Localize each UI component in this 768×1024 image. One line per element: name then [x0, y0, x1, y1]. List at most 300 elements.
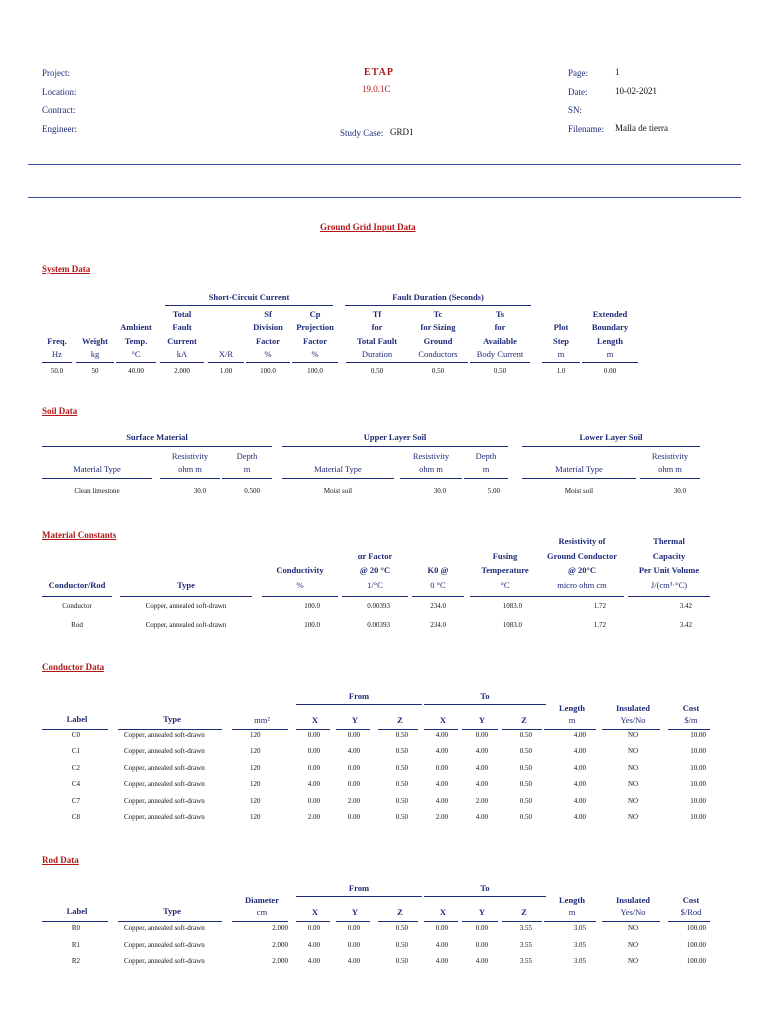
material-col-underline — [412, 596, 464, 597]
grid-cell: 120 — [250, 780, 261, 789]
conductor-data-title: Conductor Data — [42, 662, 105, 672]
grid-cell: 10.00 — [690, 813, 706, 821]
material-col-header: J/(cm³·°C) — [650, 579, 688, 590]
material-col-header: Per Unit Volume — [638, 565, 700, 575]
grid-col-unit: Y — [478, 715, 486, 725]
grid-cell: Copper, annealed soft-drawn — [124, 940, 205, 949]
system-col-header: Ground — [423, 335, 453, 346]
group-from-underline — [296, 896, 422, 897]
group-from-header: From — [348, 691, 370, 701]
page-value: 1 — [615, 67, 620, 77]
system-value: 100.0 — [307, 367, 323, 375]
grid-cell: 4.00 — [573, 813, 586, 821]
lower-col2-underline — [640, 478, 700, 479]
system-col-underline — [208, 362, 244, 363]
material-col-header: 0 °C — [430, 579, 446, 590]
app-version: 19.0.1C — [362, 84, 391, 94]
material-cell: 1.72 — [593, 621, 606, 629]
system-col-header: kg — [90, 348, 100, 359]
grid-col-unit: Z — [397, 715, 403, 725]
material-cell: 1.72 — [593, 602, 606, 610]
material-cell: 0.00393 — [367, 621, 390, 629]
surface-col2-underline — [160, 478, 220, 479]
grid-col-underline — [544, 921, 596, 922]
system-col-underline — [346, 362, 408, 363]
surface-col3-underline — [222, 478, 272, 479]
system-value: 100.0 — [260, 367, 276, 375]
upper-layer-underline — [282, 446, 508, 447]
material-col-header: Thermal — [653, 536, 685, 546]
system-col-header: Cp — [309, 309, 321, 319]
grid-col-unit: Y — [351, 715, 359, 725]
grid-col-unit: Yes/No — [620, 715, 646, 725]
grid-col-unit: m — [568, 907, 576, 917]
surface-depth-value: 0.500 — [244, 487, 260, 495]
system-col-header: % — [264, 348, 272, 359]
grid-cell: 0.00 — [307, 763, 320, 772]
grid-cell: 2.00 — [435, 813, 448, 821]
grid-cell: 2.000 — [272, 924, 288, 932]
system-col-header: kA — [176, 348, 188, 359]
material-cell: Copper, annealed soft-drawn — [145, 602, 227, 610]
grid-cell: R1 — [71, 940, 80, 949]
fault-duration-underline — [345, 305, 531, 306]
material-cell: 0.00393 — [367, 602, 390, 610]
upper-col3-underline — [464, 478, 508, 479]
surface-material-header: Surface Material — [126, 432, 188, 442]
material-col-header: Fusing — [492, 550, 518, 561]
engineer-label: Engineer: — [42, 124, 77, 134]
grid-cell: 0.00 — [307, 924, 320, 932]
material-cell: 100.0 — [304, 602, 320, 610]
grid-col-underline — [668, 921, 710, 922]
material-col-underline — [628, 596, 710, 597]
grid-cell: 0.00 — [307, 747, 320, 756]
grid-cell: 10.00 — [690, 747, 706, 756]
grid-col-underline — [602, 921, 660, 922]
system-value: 40.00 — [128, 367, 144, 375]
system-col-header: °C — [131, 348, 141, 359]
system-col-underline — [160, 362, 204, 363]
grid-cell: 120 — [250, 747, 261, 756]
filename-value: Malla de tierra — [615, 123, 668, 133]
material-col-header: Type — [177, 579, 195, 590]
grid-col-unit: X — [311, 715, 319, 725]
grid-col-header: Length — [559, 703, 585, 713]
grid-cell: NO — [627, 747, 639, 756]
material-col-underline — [120, 596, 252, 597]
contract-label: Contract: — [42, 105, 76, 115]
grid-cell: NO — [627, 731, 639, 739]
material-col-underline — [470, 596, 540, 597]
material-cell: 234.0 — [430, 621, 446, 629]
grid-cell: 4.00 — [435, 940, 448, 949]
grid-cell: 0.50 — [395, 796, 408, 805]
system-col-header: Fault — [172, 322, 192, 333]
grid-cell: 4.00 — [475, 813, 488, 821]
report-title: Ground Grid Input Data — [320, 222, 416, 232]
grid-cell: 10.00 — [690, 763, 706, 772]
grid-cell: 0.00 — [435, 763, 448, 772]
upper-depth-unit: m — [482, 464, 490, 474]
grid-cell: C8 — [71, 813, 80, 821]
grid-cell: 10.00 — [690, 780, 706, 789]
grid-col-underline — [502, 921, 542, 922]
grid-cell: 4.00 — [435, 731, 448, 739]
system-col-header: m — [557, 348, 565, 359]
system-col-header: Conductors — [418, 348, 458, 359]
grid-cell: 2.000 — [272, 940, 288, 949]
header-divider-bottom — [28, 197, 741, 198]
grid-cell: Copper, annealed soft-drawn — [124, 747, 205, 756]
grid-cell: 3.55 — [519, 924, 532, 932]
date-label: Date: — [568, 87, 588, 97]
grid-cell: 0.50 — [395, 813, 408, 821]
system-col-underline — [116, 362, 156, 363]
system-value: 2.000 — [174, 367, 190, 375]
grid-col-header: Length — [559, 895, 585, 905]
lower-material-type-header: Material Type — [555, 464, 603, 474]
grid-col-header: Cost — [682, 895, 700, 905]
system-col-header: Current — [167, 335, 197, 346]
surface-resistivity-header: Resistivity — [171, 451, 209, 461]
lower-col1-underline — [522, 478, 636, 479]
grid-cell: 4.00 — [475, 780, 488, 789]
project-label: Project: — [42, 68, 70, 78]
grid-cell: 4.00 — [475, 747, 488, 756]
date-value: 10-02-2021 — [615, 86, 657, 96]
system-value: 50.0 — [50, 367, 64, 375]
grid-cell: Copper, annealed soft-drawn — [124, 813, 205, 821]
material-col-header: micro ohm cm — [557, 579, 607, 590]
grid-col-underline — [232, 921, 288, 922]
short-circuit-underline — [165, 305, 333, 306]
grid-cell: 0.00 — [475, 924, 488, 932]
grid-cell: 100.00 — [686, 957, 706, 965]
grid-col-unit: Z — [521, 715, 527, 725]
system-col-header: m — [606, 348, 614, 359]
upper-depth-value: 5.00 — [487, 487, 500, 495]
surface-material-type-header: Material Type — [73, 464, 121, 474]
grid-col-underline — [462, 729, 498, 730]
grid-cell: 10.00 — [690, 796, 706, 805]
system-col-underline — [42, 362, 72, 363]
upper-col1-underline — [282, 478, 394, 479]
rod-data-title: Rod Data — [42, 855, 79, 865]
grid-cell: 4.00 — [347, 747, 360, 756]
study-case-label: Study Case: — [340, 128, 384, 138]
system-col-header: X/R — [218, 348, 234, 359]
system-col-header: Total Fault — [356, 335, 398, 346]
grid-cell: NO — [627, 780, 639, 789]
material-cell: 1083.0 — [502, 602, 522, 610]
material-col-underline — [540, 596, 624, 597]
grid-col-unit: Z — [397, 907, 403, 917]
grid-cell: C4 — [71, 780, 80, 789]
upper-depth-header: Depth — [475, 451, 497, 461]
system-col-header: Duration — [361, 348, 393, 359]
grid-col-unit: X — [311, 907, 319, 917]
system-col-header: Plot — [553, 322, 569, 333]
sn-label: SN: — [568, 105, 583, 115]
grid-cell: 0.00 — [347, 780, 360, 789]
system-col-header: for Sizing — [420, 322, 456, 333]
grid-col-header: Label — [66, 906, 88, 916]
grid-cell: NO — [627, 813, 639, 821]
grid-cell: Copper, annealed soft-drawn — [124, 763, 205, 772]
system-col-underline — [76, 362, 114, 363]
system-col-underline — [408, 362, 468, 363]
system-col-header: Ts — [495, 309, 505, 319]
grid-cell: 0.00 — [307, 796, 320, 805]
grid-cell: NO — [627, 940, 639, 949]
grid-cell: 2.00 — [347, 796, 360, 805]
lower-layer-header: Lower Layer Soil — [579, 432, 643, 442]
lower-layer-underline — [522, 446, 700, 447]
grid-col-underline — [336, 921, 370, 922]
system-col-header: Tf — [372, 309, 382, 319]
grid-cell: 0.50 — [519, 813, 532, 821]
system-col-header: Factor — [302, 335, 328, 346]
system-value: 50 — [91, 367, 99, 375]
grid-cell: 10.00 — [690, 731, 706, 739]
header-divider-top — [28, 164, 741, 165]
grid-col-unit: Y — [478, 907, 486, 917]
grid-cell: 3.05 — [573, 957, 586, 965]
surface-resistivity-unit: ohm m — [178, 464, 202, 474]
system-col-underline — [582, 362, 638, 363]
grid-col-unit: cm — [256, 907, 268, 917]
grid-col-unit: Y — [351, 907, 359, 917]
system-col-underline — [292, 362, 338, 363]
grid-cell: 4.00 — [435, 780, 448, 789]
system-value: 0.50 — [431, 367, 445, 375]
grid-col-underline — [296, 921, 330, 922]
grid-col-header: Type — [163, 714, 181, 724]
grid-cell: 4.00 — [573, 731, 586, 739]
material-col-header: Conductor/Rod — [48, 579, 106, 590]
grid-col-unit: m — [568, 715, 576, 725]
grid-cell: 120 — [250, 796, 261, 805]
system-col-header: % — [311, 348, 319, 359]
grid-cell: 4.00 — [307, 940, 320, 949]
upper-layer-header: Upper Layer Soil — [363, 432, 427, 442]
system-col-header: Boundary — [591, 322, 629, 333]
material-cell: Copper, annealed soft-drawn — [145, 621, 227, 629]
system-col-header: Ambient — [120, 322, 152, 333]
grid-col-underline — [378, 729, 418, 730]
upper-material-value: Moist soil — [323, 487, 353, 495]
system-col-underline — [542, 362, 580, 363]
grid-cell: 100.00 — [686, 924, 706, 932]
lower-resistivity-value: 30.0 — [673, 487, 686, 495]
filename-label: Filename: — [568, 124, 604, 134]
grid-cell: 0.50 — [395, 957, 408, 965]
grid-col-underline — [602, 729, 660, 730]
system-col-header: Projection — [296, 322, 334, 333]
group-from-header: From — [348, 883, 370, 893]
grid-col-underline — [336, 729, 370, 730]
system-value: 0.50 — [370, 367, 384, 375]
lower-resistivity-unit: ohm m — [658, 464, 682, 474]
grid-cell: 0.00 — [435, 924, 448, 932]
system-col-header: Freq. — [47, 335, 67, 346]
material-col-underline — [342, 596, 408, 597]
system-col-header: Sf — [264, 309, 272, 319]
material-cell: 1083.0 — [502, 621, 522, 629]
grid-cell: 4.00 — [307, 780, 320, 789]
grid-cell: C0 — [71, 731, 80, 739]
material-col-underline — [42, 596, 112, 597]
material-col-header: Resistivity of — [558, 536, 606, 546]
grid-cell: 0.50 — [519, 747, 532, 756]
system-col-header: Temp. — [124, 335, 148, 346]
grid-cell: 120 — [250, 731, 261, 739]
grid-cell: 2.00 — [307, 813, 320, 821]
upper-resistivity-header: Resistivity — [412, 451, 450, 461]
grid-col-header: Insulated — [615, 895, 650, 905]
grid-cell: 4.00 — [435, 796, 448, 805]
surface-col1-underline — [42, 478, 152, 479]
grid-col-underline — [42, 921, 108, 922]
upper-col2-underline — [400, 478, 462, 479]
grid-cell: 3.55 — [519, 940, 532, 949]
group-to-header: To — [480, 883, 490, 893]
grid-col-unit: Z — [521, 907, 527, 917]
system-col-header: Weight — [82, 335, 108, 346]
grid-col-unit: X — [439, 715, 447, 725]
grid-col-underline — [118, 729, 222, 730]
grid-col-underline — [424, 921, 458, 922]
grid-cell: 0.50 — [395, 747, 408, 756]
grid-cell: NO — [627, 763, 639, 772]
surface-depth-header: Depth — [236, 451, 258, 461]
material-col-header: K0 @ — [427, 565, 449, 575]
location-label: Location: — [42, 87, 77, 97]
system-col-header: Factor — [255, 335, 281, 346]
material-col-header: @ 20 °C — [359, 565, 391, 575]
grid-col-unit: $/m — [684, 715, 698, 725]
material-col-underline — [262, 596, 338, 597]
surface-depth-unit: m — [243, 464, 251, 474]
grid-col-header: Type — [163, 906, 181, 916]
material-col-header: Temperature — [481, 565, 529, 575]
grid-cell: 0.00 — [347, 763, 360, 772]
grid-cell: 4.00 — [573, 780, 586, 789]
grid-cell: 0.00 — [347, 731, 360, 739]
grid-col-underline — [462, 921, 498, 922]
grid-cell: Copper, annealed soft-drawn — [124, 731, 205, 739]
group-to-underline — [424, 896, 546, 897]
grid-cell: R2 — [71, 957, 80, 965]
grid-col-underline — [42, 729, 108, 730]
surface-resistivity-value: 30.0 — [193, 487, 206, 495]
grid-cell: 0.50 — [395, 763, 408, 772]
grid-col-header: Label — [66, 714, 88, 724]
grid-cell: 0.50 — [519, 763, 532, 772]
grid-col-unit: X — [439, 907, 447, 917]
grid-cell: 4.00 — [573, 796, 586, 805]
grid-cell: 4.00 — [573, 763, 586, 772]
grid-cell: C1 — [71, 747, 80, 756]
grid-col-underline — [378, 921, 418, 922]
grid-col-underline — [232, 729, 288, 730]
system-col-header: Available — [483, 335, 517, 346]
grid-cell: 2.000 — [272, 957, 288, 965]
grid-cell: 100.00 — [686, 940, 706, 949]
system-col-header: Total — [172, 309, 192, 319]
grid-cell: 4.00 — [307, 957, 320, 965]
system-col-header: Length — [597, 335, 623, 346]
material-col-header: 1/°C — [367, 579, 383, 590]
system-col-underline — [470, 362, 530, 363]
grid-col-underline — [668, 729, 710, 730]
grid-cell: 0.50 — [395, 940, 408, 949]
group-from-underline — [296, 704, 422, 705]
grid-col-unit: mm² — [254, 715, 270, 725]
system-col-underline — [246, 362, 290, 363]
upper-resistivity-value: 30.0 — [433, 487, 446, 495]
grid-cell: 4.00 — [573, 747, 586, 756]
material-col-header: @ 20°C — [567, 565, 597, 575]
material-cell: 100.0 — [304, 621, 320, 629]
material-col-header: °C — [500, 579, 510, 590]
grid-cell: NO — [627, 957, 639, 965]
surface-material-value: Clean limestone — [74, 487, 120, 495]
grid-cell: 0.50 — [395, 731, 408, 739]
fault-duration-group-header: Fault Duration (Seconds) — [392, 292, 484, 302]
grid-cell: 4.00 — [347, 957, 360, 965]
group-to-underline — [424, 704, 546, 705]
grid-cell: 0.00 — [475, 731, 488, 739]
grid-cell: NO — [627, 796, 639, 805]
grid-cell: 4.00 — [435, 957, 448, 965]
study-case-value: GRD1 — [390, 127, 414, 137]
grid-cell: 3.55 — [519, 957, 532, 965]
material-cell: 234.0 — [430, 602, 446, 610]
lower-material-value: Moist soil — [564, 487, 594, 495]
grid-cell: R0 — [71, 924, 80, 932]
grid-cell: 0.50 — [395, 780, 408, 789]
system-value: 1.0 — [556, 367, 566, 375]
system-data-title: System Data — [42, 264, 91, 274]
grid-cell: 0.00 — [347, 813, 360, 821]
material-cell: Conductor — [62, 602, 92, 610]
grid-cell: 0.00 — [347, 940, 360, 949]
grid-cell: 4.00 — [475, 957, 488, 965]
system-col-header: Body Current — [476, 348, 524, 359]
grid-cell: 4.00 — [475, 763, 488, 772]
group-to-header: To — [480, 691, 490, 701]
grid-col-header: Cost — [682, 703, 700, 713]
grid-cell: 120 — [250, 813, 261, 821]
grid-cell: 0.50 — [519, 780, 532, 789]
grid-cell: 0.50 — [519, 731, 532, 739]
surface-material-underline — [42, 446, 272, 447]
material-cell: Rod — [71, 621, 83, 629]
grid-cell: 0.00 — [475, 940, 488, 949]
system-value: 0.00 — [603, 367, 617, 375]
grid-col-underline — [424, 729, 458, 730]
system-col-header: Extended — [592, 309, 628, 319]
lower-resistivity-header: Resistivity — [651, 451, 689, 461]
upper-material-type-header: Material Type — [314, 464, 362, 474]
grid-cell: Copper, annealed soft-drawn — [124, 796, 205, 805]
grid-cell: 2.00 — [475, 796, 488, 805]
upper-resistivity-unit: ohm m — [419, 464, 443, 474]
material-constants-title: Material Constants — [42, 530, 117, 540]
system-col-header: Hz — [52, 348, 62, 359]
